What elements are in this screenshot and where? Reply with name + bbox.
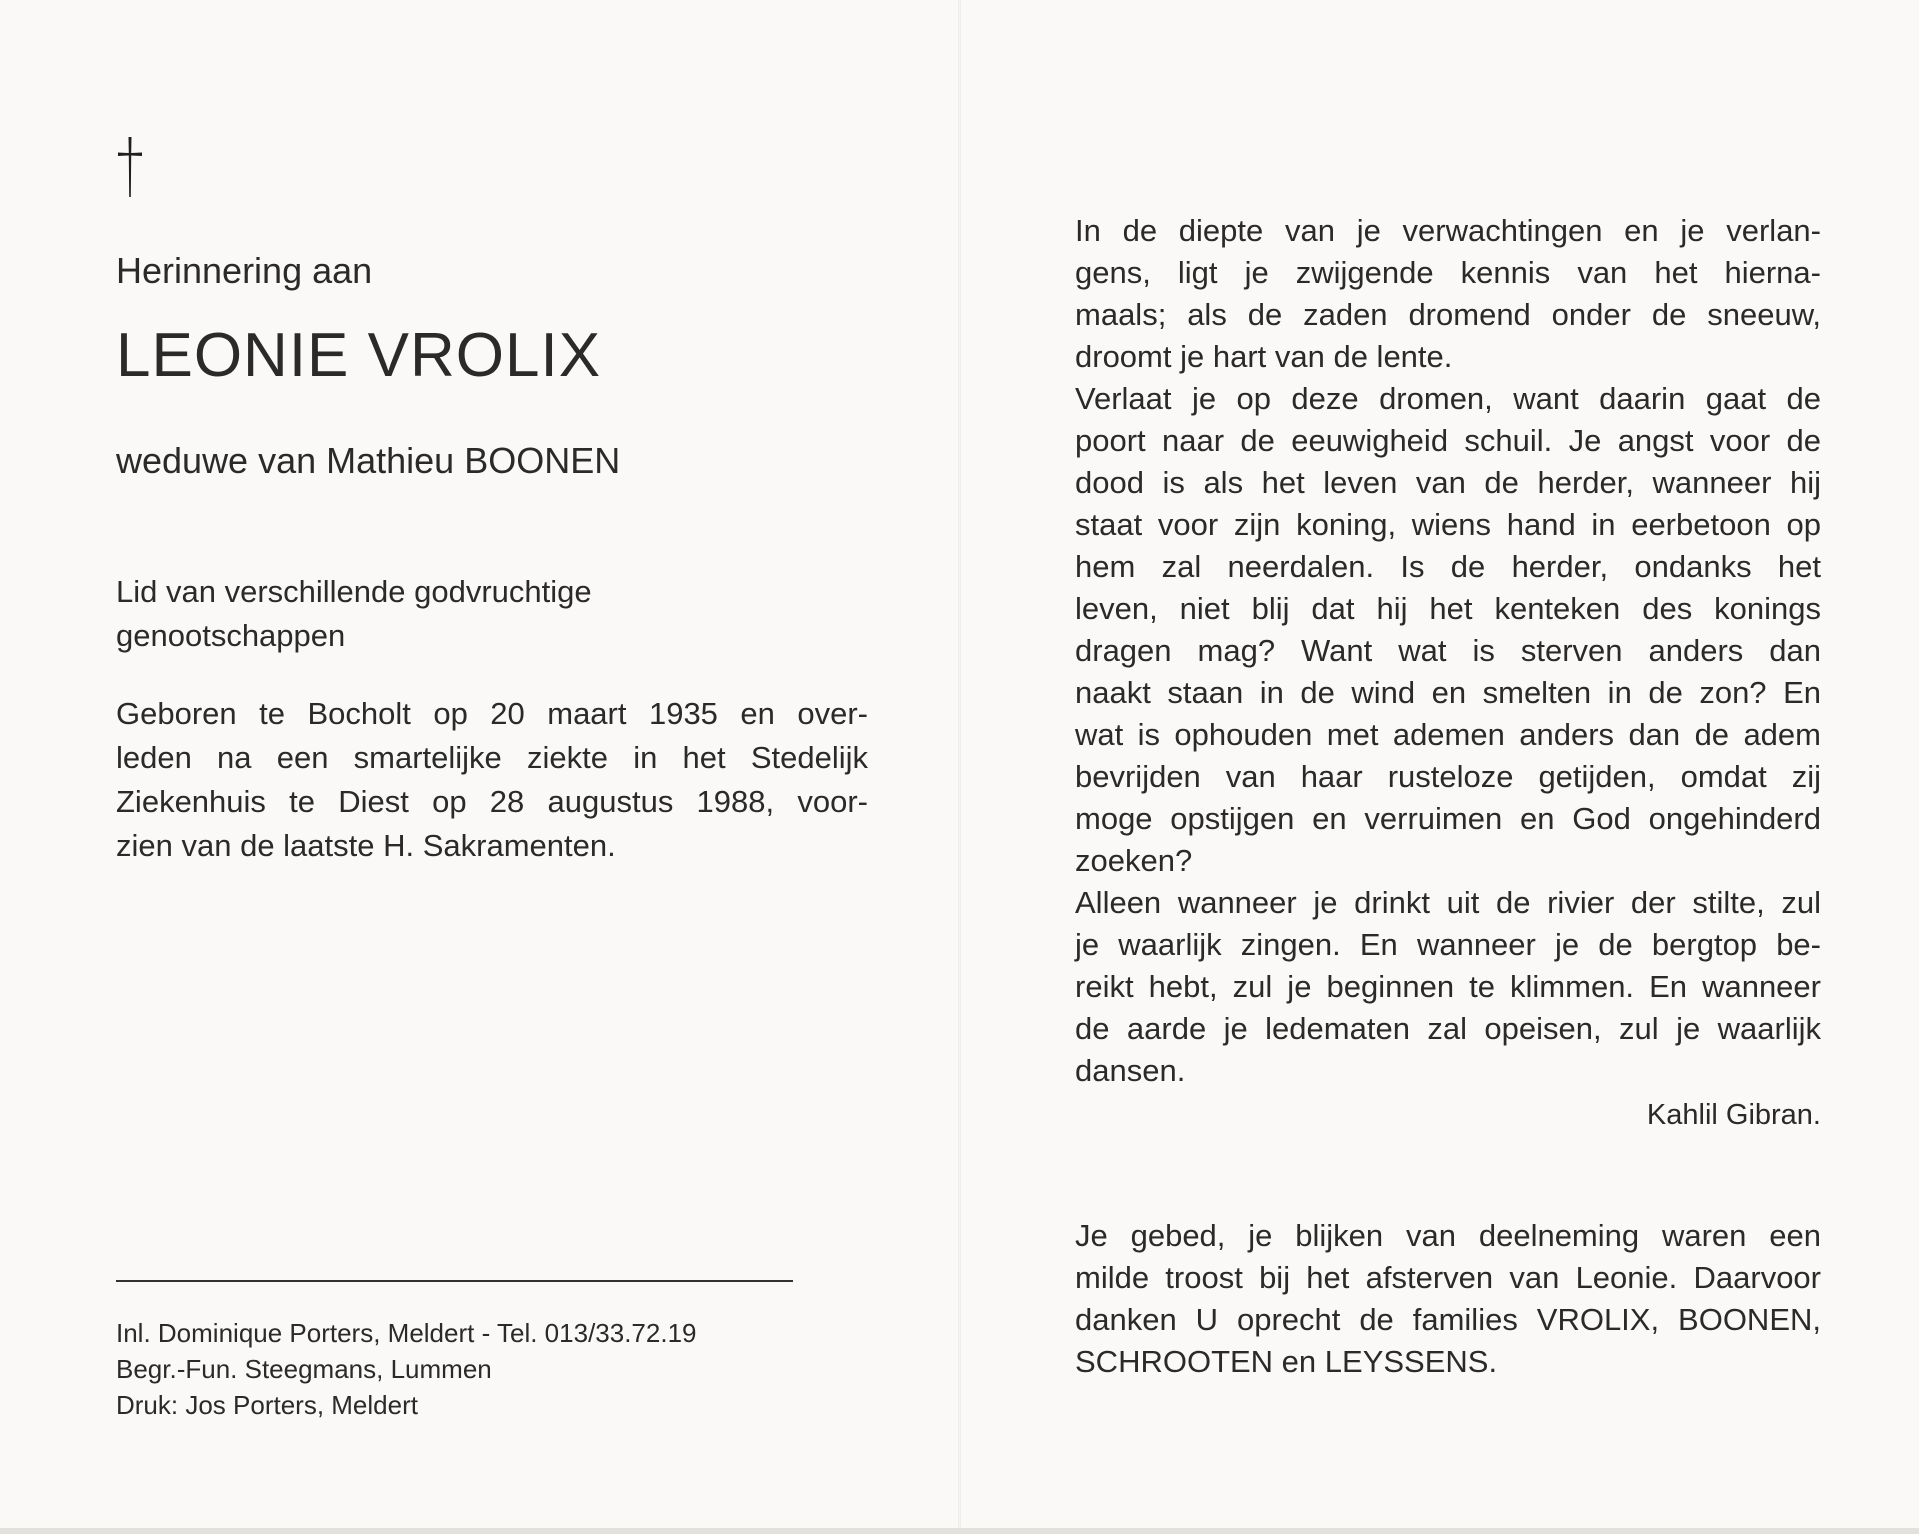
- poem-line: dansen.: [1075, 1053, 1186, 1088]
- poem-author: Kahlil Gibran.: [1646, 1099, 1821, 1131]
- deceased-name: LEONIE VROLIX: [116, 321, 602, 390]
- poem-line: poort naar de eeuwigheid schuil. Je angst voor de: [1075, 423, 1821, 458]
- poem-line: hem zal neerdalen. Is de herder, ondanks het: [1075, 549, 1821, 584]
- thanks-line: Je gebed, je blijken van deelneming waren een: [1075, 1218, 1821, 1253]
- poem-line: de aarde je ledematen zal opeisen, zul je waarlijk: [1075, 1011, 1821, 1046]
- center-fold: [958, 0, 961, 1534]
- thanks-text: [1075, 1215, 1821, 1383]
- poem-line: maals; als de zaden dromend onder de sneeuw,: [1075, 297, 1821, 332]
- poem-line: dood is als het leven van de herder, wanneer hij: [1075, 465, 1821, 500]
- birth-death-text: [116, 692, 868, 868]
- credit-line: Druk: Jos Porters, Meldert: [116, 1390, 418, 1420]
- thanks-line: danken U oprecht de families VROLIX, BOONEN,: [1075, 1302, 1821, 1337]
- remembrance-heading: Herinnering aan: [116, 250, 373, 291]
- poem-line: In de diepte van je verwachtingen en je verlan-: [1075, 213, 1821, 248]
- credit-line: Begr.-Fun. Steegmans, Lummen: [116, 1354, 492, 1384]
- poem-line: zoeken?: [1075, 843, 1193, 878]
- membership-line: Lid van verschillende godvruchtige: [116, 574, 592, 609]
- poem-line: leven, niet blij dat hij het kenteken des konings: [1075, 591, 1821, 626]
- credit-line: Inl. Dominique Porters, Meldert - Tel. 013/33.72.19: [116, 1318, 697, 1348]
- widow-line: weduwe van Mathieu BOONEN: [116, 440, 621, 481]
- membership-line: genootschappen: [116, 618, 346, 653]
- right-panel: [1075, 210, 1821, 1136]
- card-edge: [0, 1528, 1919, 1534]
- poem-line: gens, ligt je zwijgende kennis van het hierna-: [1075, 255, 1821, 290]
- poem-line: dragen mag? Want wat is sterven anders dan: [1075, 633, 1821, 668]
- poem-line: staat voor zijn koning, wiens hand in eerbetoon op: [1075, 507, 1821, 542]
- poem-line: moge opstijgen en verruimen en God ongehinderd: [1075, 801, 1821, 836]
- divider-rule: [116, 1280, 793, 1282]
- poem-line: Verlaat je op deze dromen, want daarin gaat de: [1075, 381, 1821, 416]
- birth-line: Geboren te Bocholt op 20 maart 1935 en over-: [116, 696, 868, 731]
- poem-line: reikt hebt, zul je beginnen te klimmen. En wanneer: [1075, 969, 1821, 1004]
- poem-line: naakt staan in de wind en smelten in de zon? En: [1075, 675, 1821, 710]
- credits-block: [116, 1315, 697, 1423]
- membership-text: [116, 570, 676, 658]
- thanks-line: SCHROOTEN en LEYSSENS.: [1075, 1344, 1498, 1379]
- poem-line: wat is ophouden met ademen anders dan de adem: [1075, 717, 1821, 752]
- poem-line: je waarlijk zingen. En wanneer je de bergtop be-: [1075, 927, 1821, 962]
- birth-line: zien van de laatste H. Sakramenten.: [116, 828, 616, 863]
- birth-line: Ziekenhuis te Diest op 28 augustus 1988, voor-: [116, 784, 868, 819]
- latin-cross-icon: [116, 135, 144, 199]
- thanks-line: milde troost bij het afsterven van Leonie. Daarvoor: [1075, 1260, 1821, 1295]
- poem-line: Alleen wanneer je drinkt uit de rivier der stilte, zul: [1075, 885, 1821, 920]
- poem-line: droomt je hart van de lente.: [1075, 339, 1453, 374]
- birth-line: leden na een smartelijke ziekte in het Stedelijk: [116, 740, 868, 775]
- poem-line: bevrijden van haar rusteloze getijden, omdat zij: [1075, 759, 1821, 794]
- poem-text: [1075, 210, 1821, 1092]
